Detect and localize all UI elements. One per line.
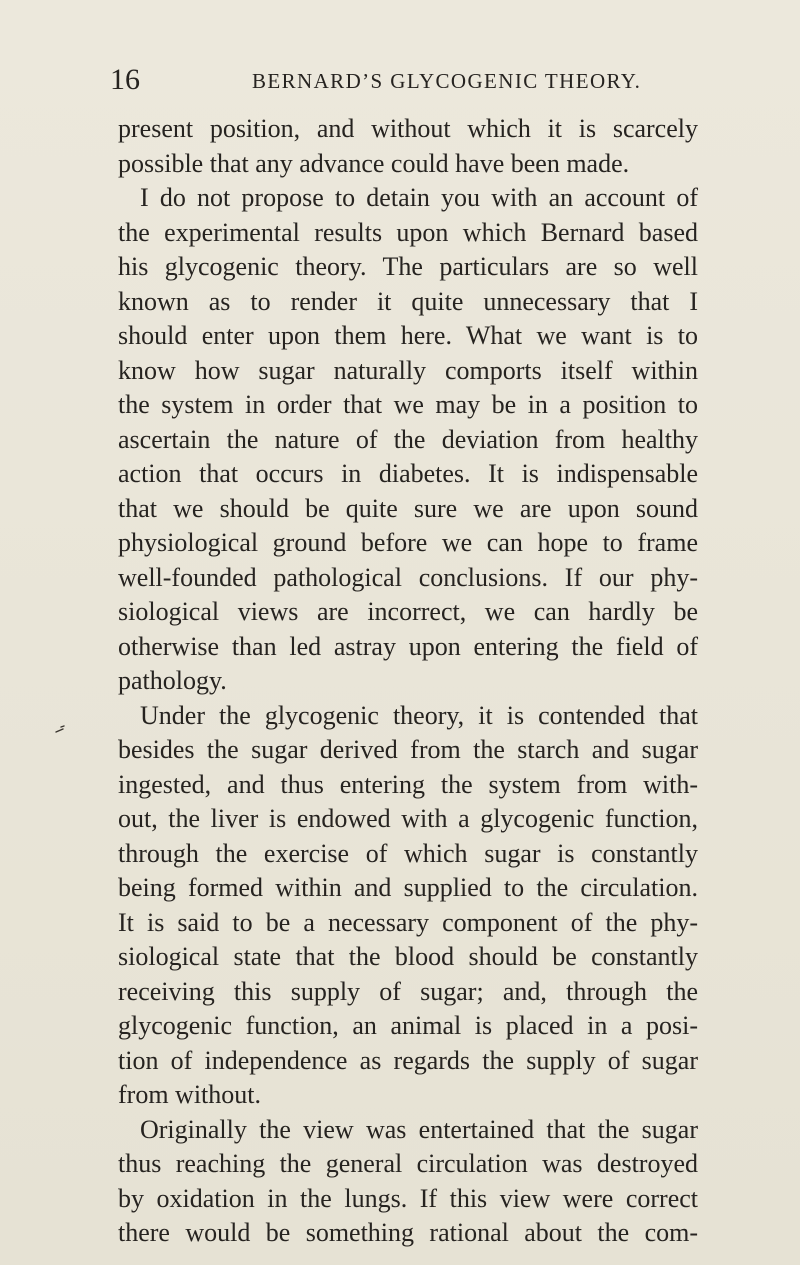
text-line: It is said to be a necessary component of the phy- [118,907,698,937]
text-line: known as to render it quite unnecessary that I [118,286,698,316]
text-line: there would be something rational about the com- [118,1218,698,1247]
text-line: physiological ground before we can hope to frame [118,528,698,557]
paragraph-start-line: Originally the view was entertained that the sugar [140,1114,698,1144]
text-line: siological views are incorrect, we can hardly be [118,597,698,626]
text-line: from without. [118,1080,261,1109]
text-line: possible that any advance could have been made. [118,148,630,178]
text-line: the experimental results upon which Bernard based [118,217,698,247]
text-line: through the exercise of which sugar is constantly [118,838,698,868]
text-line: ascertain the nature of the deviation from healthy [118,424,698,454]
text-line: the system in order that we may be in a position to [118,390,698,419]
text-line: thus reaching the general circulation was destroyed [118,1149,698,1178]
text-line: that we should be quite sure we are upon sound [118,493,698,523]
text-line: his glycogenic theory. The particulars are so well [118,252,698,281]
paragraph-start-line: I do not propose to detain you with an account of [140,183,698,212]
text-line: receiving this supply of sugar; and, through the [118,976,698,1006]
text-line: glycogenic function, an animal is placed in a posi- [118,1011,698,1040]
text-line: ingested, and thus entering the system from with- [118,769,698,799]
text-line: besides the sugar derived from the starch and sugar [118,735,698,764]
text-line: being formed within and supplied to the circulation. [118,873,698,902]
text-line: tion of independence as regards the supply of sugar [118,1045,698,1075]
text-line: otherwise than led astray upon entering the field of [118,631,698,661]
text-line: well-founded pathological conclusions. If our phy- [118,562,698,592]
text-line: pathology. [118,666,227,695]
page-number: 16 [110,63,140,96]
text-line: by oxidation in the lungs. If this view were correct [118,1183,698,1213]
running-title: BERNARD’S GLYCOGENIC THEORY. [252,69,642,93]
text-line: out, the liver is endowed with a glycogenic function, [118,804,698,833]
paragraph-start-line: Under the glycogenic theory, it is contended that [140,700,698,730]
text-line: action that occurs in diabetes. It is indispensable [118,459,698,488]
text-line: present position, and without which it is scarcely [118,114,698,143]
body-text [118,112,698,1251]
text-line: know how sugar naturally comports itself within [118,355,698,385]
text-line: should enter upon them here. What we want is to [118,321,698,350]
text-line: siological state that the blood should be constantly [118,942,698,971]
margin-mark-icon [55,725,67,737]
page-header [110,62,695,98]
